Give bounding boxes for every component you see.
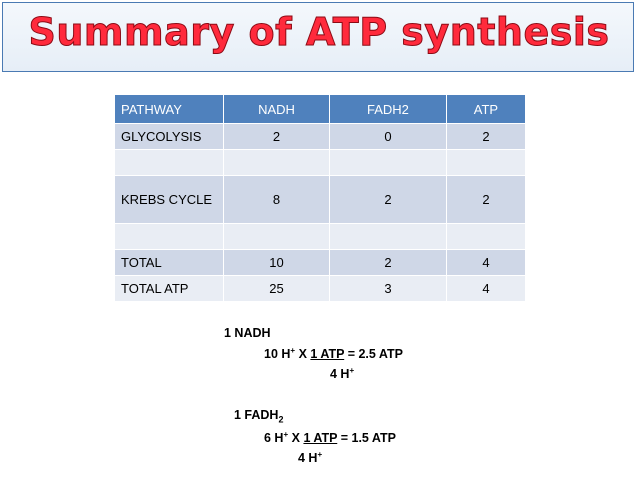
- header-atp: ATP: [447, 95, 525, 123]
- table-cell: TOTAL ATP: [115, 276, 223, 301]
- ion-charge: +: [349, 366, 355, 375]
- table-cell: 4: [447, 250, 525, 275]
- table-cell: [115, 224, 223, 249]
- ion-charge: +: [283, 430, 289, 439]
- table-cell: [447, 224, 525, 249]
- ion-charge: +: [317, 450, 323, 459]
- table-header-row: [115, 95, 525, 123]
- times-sign: X: [298, 347, 307, 362]
- fadh2-denominator: [298, 450, 322, 465]
- table-cell: GLYCOLYSIS: [115, 124, 223, 149]
- ion-charge: +: [290, 346, 296, 355]
- header-nadh: NADH: [224, 95, 329, 123]
- table-cell: 2: [330, 250, 446, 275]
- table-cell: 8: [224, 176, 329, 223]
- nadh-numerator: 10 H: [264, 347, 291, 362]
- denominator-text: 4 H: [298, 451, 318, 466]
- fadh2-numerator: 6 H: [264, 431, 284, 446]
- table-cell: 2: [224, 124, 329, 149]
- nadh-denominator: [330, 366, 354, 381]
- table-cell: [330, 224, 446, 249]
- table-cell: 0: [330, 124, 446, 149]
- fadh2-label: [234, 408, 283, 425]
- table-cell: 2: [447, 176, 525, 223]
- table-cell: 25: [224, 276, 329, 301]
- table-row: [115, 124, 525, 149]
- denominator-text: 4 H: [330, 367, 350, 382]
- table-cell: 10: [224, 250, 329, 275]
- table-cell: [224, 224, 329, 249]
- table-cell: 3: [330, 276, 446, 301]
- fadh2-result: = 1.5 ATP: [340, 431, 396, 446]
- table-cell: 4: [447, 276, 525, 301]
- table-cell: [115, 150, 223, 175]
- fadh2-fraction-numerator: 1 ATP: [303, 431, 338, 446]
- fadh2-equation: [264, 430, 396, 445]
- table-row: [115, 176, 525, 223]
- nadh-label: 1 NADH: [224, 326, 271, 340]
- fadh2-subscript: 2: [278, 414, 284, 425]
- times-sign: X: [291, 431, 300, 446]
- table-row: [115, 276, 525, 301]
- header-pathway: PATHWAY: [115, 95, 223, 123]
- nadh-equation: [264, 346, 403, 361]
- nadh-result: = 2.5 ATP: [347, 347, 403, 362]
- table-row: [115, 224, 525, 249]
- table-cell: [224, 150, 329, 175]
- header-fadh2: FADH2: [330, 95, 446, 123]
- table-cell: KREBS CYCLE: [115, 176, 223, 223]
- table-row: [115, 250, 525, 275]
- table-row: [115, 150, 525, 175]
- table-cell: TOTAL: [115, 250, 223, 275]
- atp-summary-table: [114, 94, 526, 302]
- fadh2-label-text: 1 FADH: [234, 408, 279, 422]
- table-cell: 2: [447, 124, 525, 149]
- nadh-fraction-numerator: 1 ATP: [310, 347, 345, 362]
- table-cell: [447, 150, 525, 175]
- page-title: Summary of ATP synthesis: [28, 10, 610, 54]
- table-cell: [330, 150, 446, 175]
- table-cell: 2: [330, 176, 446, 223]
